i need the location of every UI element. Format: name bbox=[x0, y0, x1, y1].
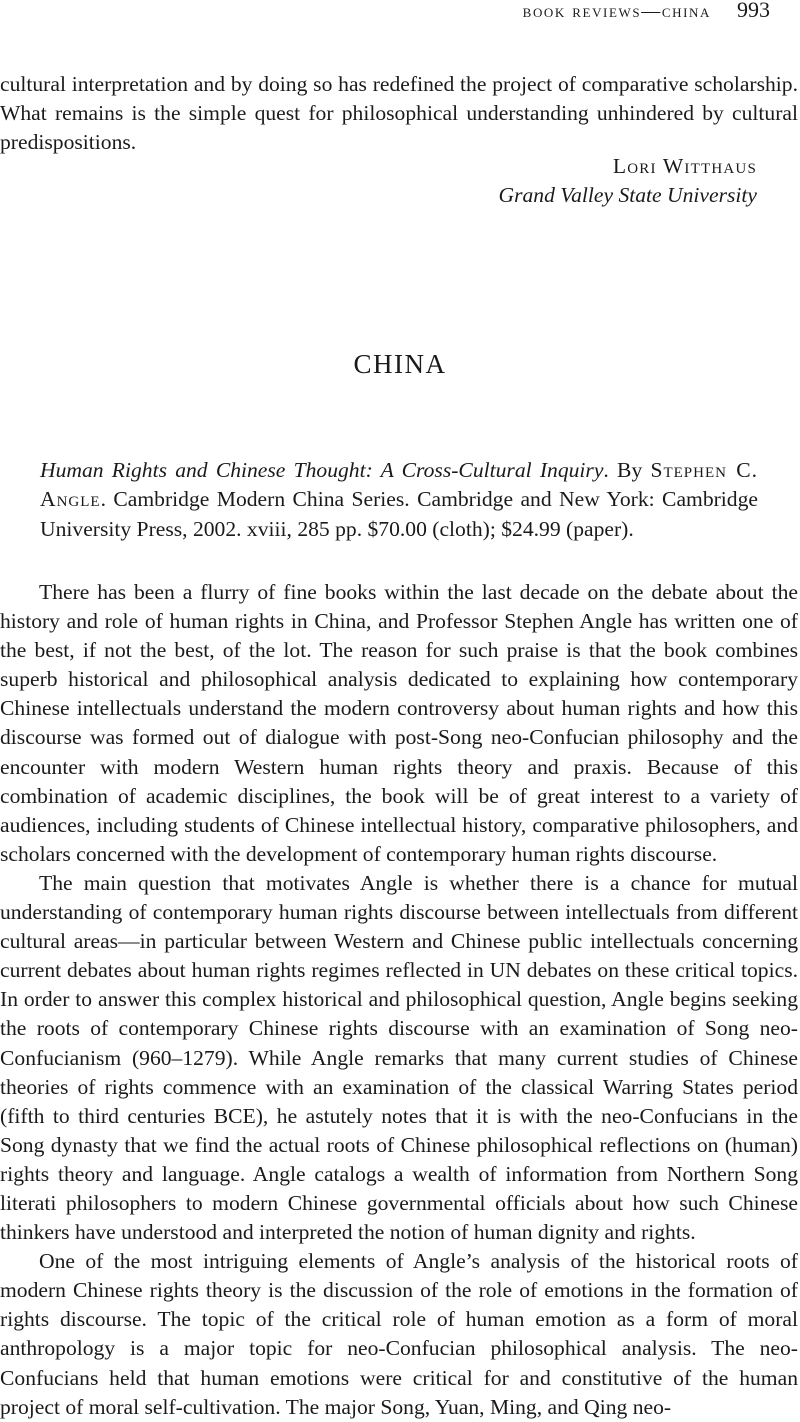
review-paragraph-3: One of the most intriguing elements of Angle’s analysis of the historical roots of modern Chinese rights theory is the discussion of the role of emotions in the formation of rights discourse. The topic of the critical role of human emotion as a form of moral anthropology is a major topic for neo-Confucian philosophical analysis. The neo-Confucians held that human emotions were critical for and constitutive of the human project of moral self-cultivation. The major Song, Yuan, Ming, and Qing neo- bbox=[0, 1249, 798, 1419]
previous-review-closing bbox=[0, 70, 798, 157]
review-paragraph-1: There has been a flurry of fine books within the last decade on the debate about the history and role of human rights in China, and Professor Stephen Angle has written one of the best, if not the best, of the lot. The reason for such praise is that the book combines superb historical and philosophical analysis dedicated to explaining how contemporary Chinese intellectuals understand the modern controversy about human rights and how this discourse was formed out of dialogue with post-Song neo-Confucian philosophy and the encounter with modern Western human rights theory and praxis. Because of this combination of academic disciplines, the book will be of great interest to a variety of audiences, including students of Chinese intellectual history, comparative philosophers, and scholars concerned with the development of contemporary human rights discourse. bbox=[0, 580, 798, 866]
running-head bbox=[523, 0, 770, 24]
reviewer-name: Lori Witthaus bbox=[612, 154, 757, 178]
book-author: Stephen C. Angle bbox=[40, 458, 758, 512]
book-title: Human Rights and Chinese Thought: A Cross-Cultural Inquiry bbox=[40, 458, 604, 482]
page-number: 993 bbox=[737, 0, 770, 22]
review-body bbox=[0, 578, 798, 1422]
book-citation bbox=[0, 456, 758, 544]
running-head-title: book reviews—china bbox=[522, 1, 711, 22]
section-title: CHINA bbox=[353, 349, 447, 379]
citation-details: . Cambridge Modern China Series. Cambridge and New York: Cambridge University Press, 2002. xviii, 285 pp. $70.00 (cloth); $24.99 (paper). bbox=[40, 487, 758, 541]
review-paragraph-2: The main question that motivates Angle is whether there is a chance for mutual understanding of contemporary human rights discourse between intellectuals from different cultural areas—in particular between Western and Chinese public intellectuals concerning current debates about human rights regimes reflected in UN debates on these critical topics. In order to answer this complex historical and philosophical question, Angle begins seeking the roots of contemporary Chinese rights discourse with an examination of Song neo-Confucianism (960–1279). While Angle remarks that many current studies of Chinese theories of rights commence with an examination of the classical Warring States period (fifth to third centuries BCE), he astutely notes that it is with the neo-Confucians in the Song dynasty that we find the actual roots of Chinese philosophical reflections on (human) rights theory and language. Angle catalogs a wealth of information from Northern Song literati philosophers to modern Chinese governmental officials about how such Chinese thinkers have understood and interpreted the notion of human dignity and rights. bbox=[0, 870, 798, 1245]
citation-by: . By bbox=[603, 458, 643, 482]
closing-paragraph: cultural interpretation and by doing so has redefined the project of comparative scholarship. What remains is the simple quest for philosophical understanding unhindered by cultural predispositions. bbox=[0, 72, 798, 155]
reviewer-signature bbox=[499, 152, 757, 210]
reviewer-affiliation: Grand Valley State University bbox=[498, 183, 757, 207]
